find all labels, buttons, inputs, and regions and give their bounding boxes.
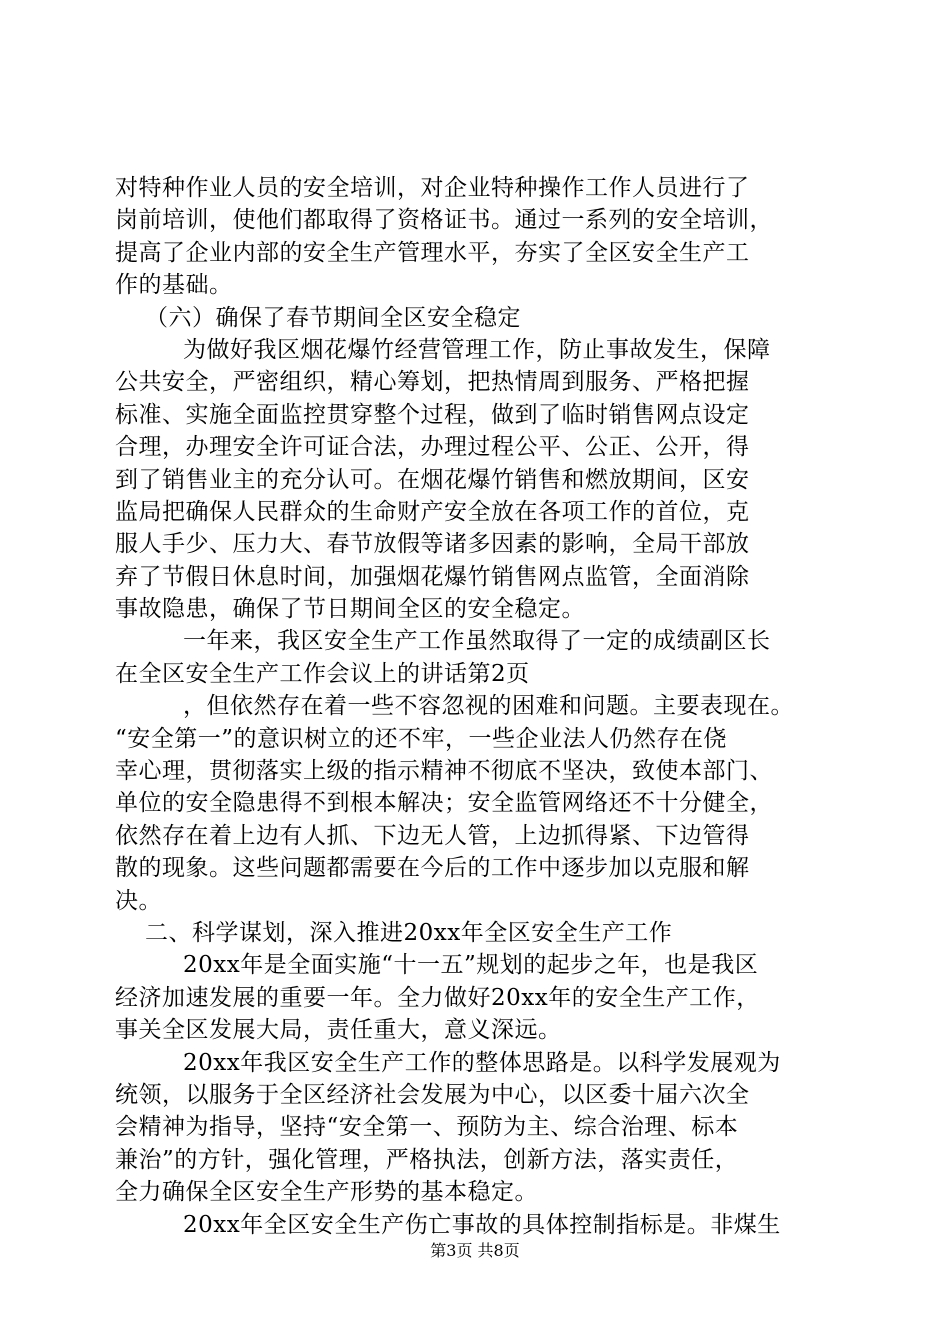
text-line: 事故隐患，确保了节日期间全区的安全稳定。 <box>115 596 585 623</box>
text-line: 会精神为指导，坚持“安全第一、预防为主、综合治理、标本 <box>115 1114 739 1141</box>
text-line: 统领，以服务于全区经济社会发展为中心，以区委十届六次全 <box>115 1081 750 1108</box>
section-heading: 二、科学谋划，深入推进20xx年全区安全生产工作 <box>145 919 673 946</box>
text-line: 一年来，我区安全生产工作虽然取得了一定的成绩副区长 <box>183 628 771 655</box>
text-line: “安全第一”的意识树立的还不牢，一些企业法人仍然存在侥 <box>115 725 728 752</box>
page-number-label: 第3页 共8页 <box>430 1241 520 1260</box>
text-line: 依然存在着上边有人抓、下边无人管，上边抓得紧、下边管得 <box>115 822 750 849</box>
text-line: 幸心理，贯彻落实上级的指示精神不彻底不坚决，致使本部门、 <box>115 758 773 785</box>
text-line: 合理，办理安全许可证合法，办理过程公平、公正、公开，得 <box>115 434 750 461</box>
text-line: ，但依然存在着一些不容忽视的困难和问题。主要表现在。 <box>183 693 794 720</box>
text-line: 监局把确保人民群众的生命财产安全放在各项工作的首位，克 <box>115 498 750 525</box>
text-line: 对特种作业人员的安全培训，对企业特种操作工作人员进行了 <box>115 175 750 201</box>
text-line: 散的现象。这些问题都需要在今后的工作中逐步加以克服和解 <box>115 855 750 882</box>
text-line: 弃了节假日休息时间，加强烟花爆竹销售网点监管，全面消除 <box>115 563 750 590</box>
text-line: 经济加速发展的重要一年。全力做好20xx年的安全生产工作， <box>115 984 760 1011</box>
document-body <box>115 172 835 1241</box>
text-line: 提高了企业内部的安全生产管理水平，夯实了全区安全生产工 <box>115 239 750 266</box>
text-line: 事关全区发展大局，责任重大，意义深远。 <box>115 1017 562 1044</box>
text-line: 兼治”的方针，强化管理，严格执法，创新方法，落实责任， <box>115 1146 739 1173</box>
section-heading: （六）确保了春节期间全区安全稳定 <box>145 304 521 331</box>
text-line: 单位的安全隐患得不到根本解决；安全监管网络还不十分健全， <box>115 790 773 817</box>
text-line: 公共安全，严密组织，精心筹划，把热情周到服务、严格把握 <box>115 369 750 396</box>
page-footer <box>0 1241 950 1261</box>
text-line: 在全区安全生产工作会议上的讲话第2页 <box>115 660 530 687</box>
text-line: 全力确保全区安全生产形势的基本稳定。 <box>115 1179 538 1206</box>
text-line: 决。 <box>115 887 162 914</box>
text-line: 20xx年全区安全生产伤亡事故的具体控制指标是。非煤生 <box>183 1211 781 1238</box>
text-line: 为做好我区烟花爆竹经营管理工作，防止事故发生，保障 <box>183 336 771 363</box>
text-line: 标准、实施全面监控贯穿整个过程，做到了临时销售网点设定 <box>115 401 750 428</box>
text-line: 20xx年我区安全生产工作的整体思路是。以科学发展观为 <box>183 1049 781 1076</box>
text-line: 岗前培训，使他们都取得了资格证书。通过一系列的安全培训， <box>115 207 773 234</box>
text-line: 作的基础。 <box>115 272 233 299</box>
text-line: 到了销售业主的充分认可。在烟花爆竹销售和燃放期间，区安 <box>115 466 750 493</box>
text-line: 20xx年是全面实施“十一五”规划的起步之年，也是我区 <box>183 952 759 979</box>
text-line: 服人手少、压力大、春节放假等诸多因素的影响，全局干部放 <box>115 531 750 558</box>
